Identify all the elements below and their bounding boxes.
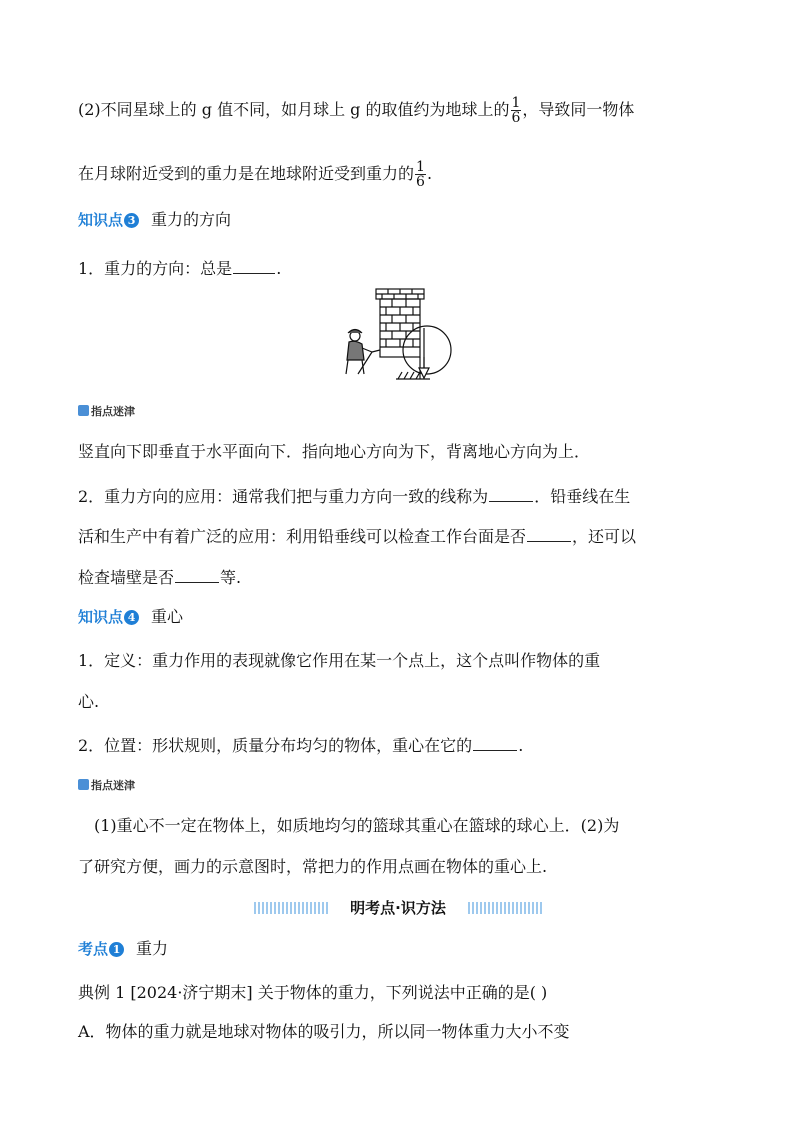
fraction-one-sixth: $\frac{1}{6}$ <box>416 159 425 190</box>
plumb-line-illustration <box>338 284 456 382</box>
fill-blank[interactable] <box>233 257 275 274</box>
knowledge-point-3-heading: 知识点 3 重力的方向 <box>78 210 232 229</box>
center-of-gravity-position: 2．位置：形状规则，质量分布均匀的物体，重心在它的 . <box>78 736 524 755</box>
tip-heading: 指点迷津 <box>78 404 135 420</box>
circled-number-badge: 4 <box>124 610 139 625</box>
tip-text: 竖直向下即垂直于水平面向下．指向地心方向为下，背离地心方向为上． <box>78 442 591 461</box>
fill-blank[interactable] <box>473 734 517 751</box>
circled-number-badge: 3 <box>124 213 139 228</box>
tip-text-line1: (1)重心不一定在物体上，如质地均匀的篮球其重心在篮球的球心上．(2)为 <box>94 816 620 835</box>
plumb-application-line1: 2．重力方向的应用：通常我们把与重力方向一致的线称为 ．铅垂线在生 <box>78 487 631 506</box>
banner-stripe-right <box>468 902 542 914</box>
knowledge-point-4-heading: 知识点 4 重心 <box>78 607 184 626</box>
fill-blank[interactable] <box>175 566 219 583</box>
center-of-gravity-definition: 1．定义：重力作用的表现就像它作用在某一个点上，这个点叫作物体的重 <box>78 651 601 670</box>
paragraph-moon-gravity-line1: (2)不同星球上的 g 值不同，如月球上 g 的取值约为地球上的 $\frac{1}{6}$ ，导致同一物体 <box>78 95 635 126</box>
section-banner <box>254 899 542 917</box>
tip-heading: 指点迷津 <box>78 778 135 794</box>
gravity-direction-item: 1．重力的方向：总是 . <box>78 259 282 278</box>
paragraph-moon-gravity-line2: 在月球附近受到的重力是在地球附近受到重力的 $\frac{1}{6}$ . <box>78 159 433 190</box>
center-of-gravity-definition-cont: 心. <box>78 692 100 711</box>
plumb-application-line3: 检查墙壁是否 等. <box>78 568 242 587</box>
plumb-application-line2: 活和生产中有着广泛的应用：利用铅垂线可以检查工作台面是否 ，还可以 <box>78 527 637 546</box>
circled-number-badge: 1 <box>109 942 124 957</box>
fraction-one-sixth: $\frac{1}{6}$ <box>511 95 521 126</box>
tip-text-line2: 了研究方便，画力的示意图时，常把力的作用点画在物体的重心上. <box>78 857 548 876</box>
tip-icon <box>78 405 89 416</box>
banner-stripe-left <box>254 902 328 914</box>
tip-icon <box>78 779 89 790</box>
fill-blank[interactable] <box>527 525 571 542</box>
example-question: 典例 1 [2024·济宁期末] 关于物体的重力，下列说法中正确的是( ) <box>78 983 548 1002</box>
section-banner-title: 明考点·识方法 <box>350 899 446 917</box>
exam-point-1-heading: 考点 1 重力 <box>78 939 169 958</box>
fill-blank[interactable] <box>489 485 533 502</box>
option-a[interactable]: A．物体的重力就是地球对物体的吸引力，所以同一物体重力大小不变 <box>78 1022 570 1041</box>
